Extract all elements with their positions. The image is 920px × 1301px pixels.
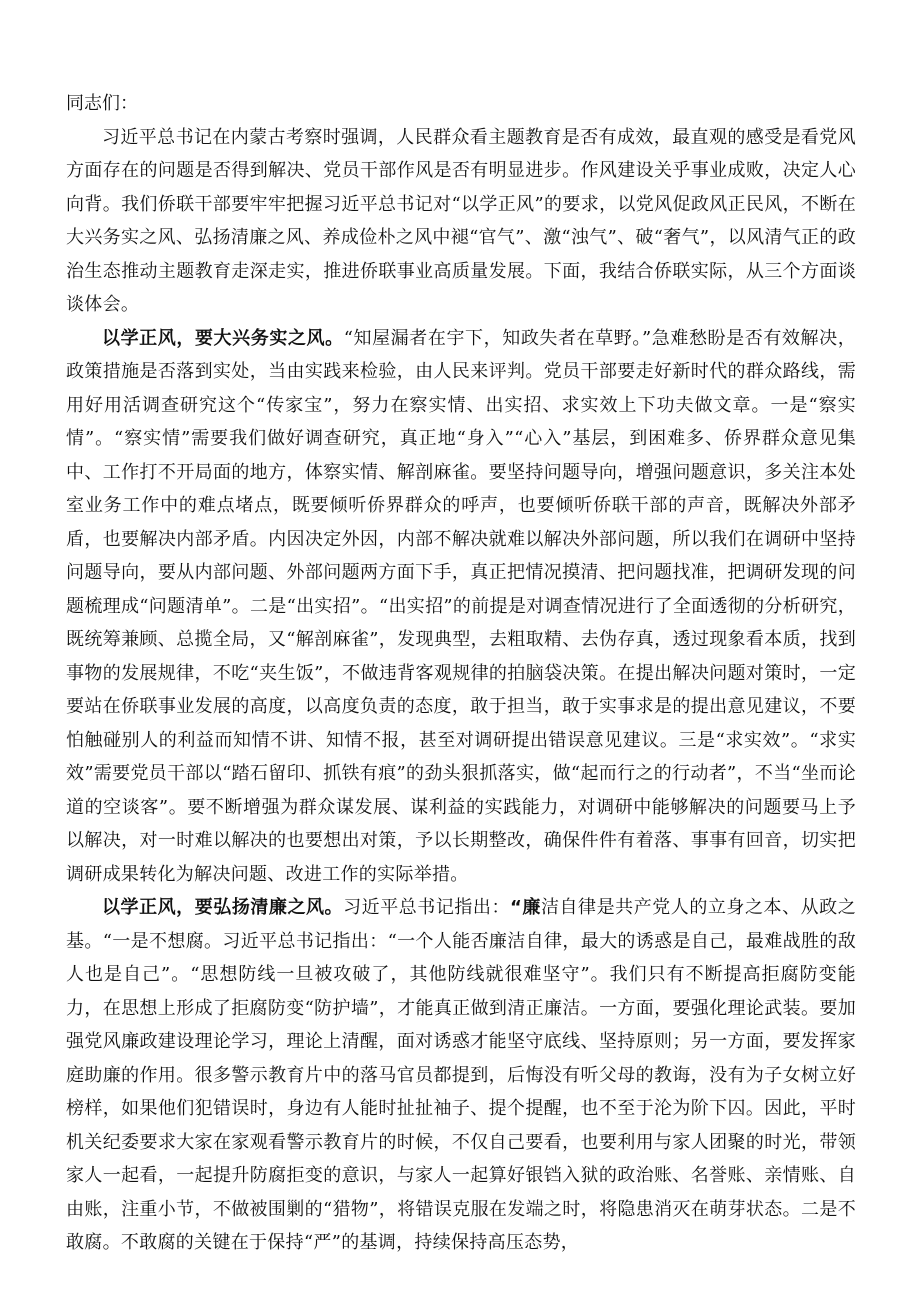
section-body-intro-integrity-style: 习近平总书记指出： — [343, 897, 511, 918]
document-body — [66, 87, 856, 1260]
section-paragraph-pragmatic-style — [66, 322, 856, 892]
quote-emphasis-integrity-style: “廉 — [510, 897, 541, 918]
section-body-pragmatic-style: “知屋漏者在宇下，知政失者在草野。”急难愁盼是否有效解决，政策措施是否落到实处，当由实践来检验，由人民来评判。党员干部要走好新时代的群众路线，需用好用活调查研究这个“传家宝”，努力在察实情、出实招、求实效上下功夫做文章。一是“察实情”。“察实情”需要我们做好调查研究，真正地“身入”“心入”基层，到困难多、侨界群众意见集中、工作打不开局面的地方，体察实情、解剖麻雀。要坚持问题导向，增强问题意识，多关注本处室业务工作中的难点堵点，既要倾听侨界群众的呼声，也要倾听侨联干部的声音，既解决外部矛盾，也要解决内部矛盾。内因决定外因，内部不解决就难以解决外部问题，所以我们在调研中坚持问题导向，要从内部问题、外部问题两方面下手，真正把情况摸清、把问题找准，把调研发现的问题梳理成“问题清单”。二是“出实招”。“出实招”的前提是对调查情况进行了全面透彻的分析研究，既统筹兼顾、总揽全局，又“解剖麻雀”，发现典型，去粗取精、去伪存真，透过现象看本质，找到事物的发展规律，不吃“夹生饭”，不做违背客观规律的拍脑袋决策。在提出解决问题对策时，一定要站在侨联事业发展的高度，以高度负责的态度，敢于担当，敢于实事求是的提出意见建议，不要怕触碰别人的利益而知情不讲、知情不报，甚至对调研提出错误意见建议。三是“求实效”。“求实效”需要党员干部以“踏石留印、抓铁有痕”的劲头狠抓落实，做“起而行之的行动者”，不当“坐而论道的空谈客”。要不断增强为群众谋发展、谋利益的实践能力，对调研中能够解决的问题要马上予以解决，对一时难以解决的也要想出对策，予以长期整改，确保件件有着落、事事有回音，切实把调研成果转化为解决问题、改进工作的实际举措。 — [66, 327, 856, 885]
salutation: 同志们： — [66, 93, 138, 114]
section-body-integrity-style: 洁自律是共产党人的立身之本、从政之基。“一是不想腐。习近平总书记指出：“一个人能否廉洁自律，最大的诱惑是自己，最难战胜的敌人也是自己”。“思想防线一旦被攻破了，其他防线就很难坚守”。我们只有不断提高拒腐防变能力，在思想上形成了拒腐防变“防护墙”，才能真正做到清正廉洁。一方面，要强化理论武装。要加强党风廉政建设理论学习，理论上清醒，面对诱惑才能坚守底线、坚持原则；另一方面，要发挥家庭助廉的作用。很多警示教育片中的落马官员都提到，后悔没有听父母的教诲，没有为子女树立好榜样，如果他们犯错误时，身边有人能时扯扯袖子、提个提醒，也不至于沦为阶下囚。因此，平时机关纪委要求大家在家观看警示教育片的时候，不仅自己要看，也要利用与家人团聚的时光，带领家人一起看，一起提升防腐拒变的意识，与家人一起算好银铛入狱的政治账、名誉账、亲情账、自由账，注重小节，不做被围剿的“猎物”，将错误克服在发端之时，将隐患消灭在萌芽状态。二是不敢腐。不敢腐的关键在于保持“严”的基调，持续保持高压态势， — [66, 897, 857, 1253]
section-heading-pragmatic-style: 以学正风，要大兴务实之风。 — [102, 327, 344, 349]
section-paragraph-integrity-style — [66, 891, 856, 1260]
section-heading-integrity-style: 以学正风，要弘扬清廉之风。 — [102, 897, 344, 918]
intro-paragraph: 习近平总书记在内蒙古考察时强调，人民群众看主题教育是否有成效，最直观的感受是看党风方面存在的问题是否得到解决、党员干部作风是否有明显进步。作风建设关乎事业成败，决定人心向背。我们侨联干部要牢牢把握习近平总书记对“以学正风”的要求，以党风促政风正民风，不断在大兴务实之风、弘扬清廉之风、养成俭朴之风中褪“官气”、激“浊气”、破“奢气”，以风清气正的政治生态推动主题教育走深走实，推进侨联事业高质量发展。下面，我结合侨联实际，从三个方面谈谈体会。 — [66, 126, 856, 315]
